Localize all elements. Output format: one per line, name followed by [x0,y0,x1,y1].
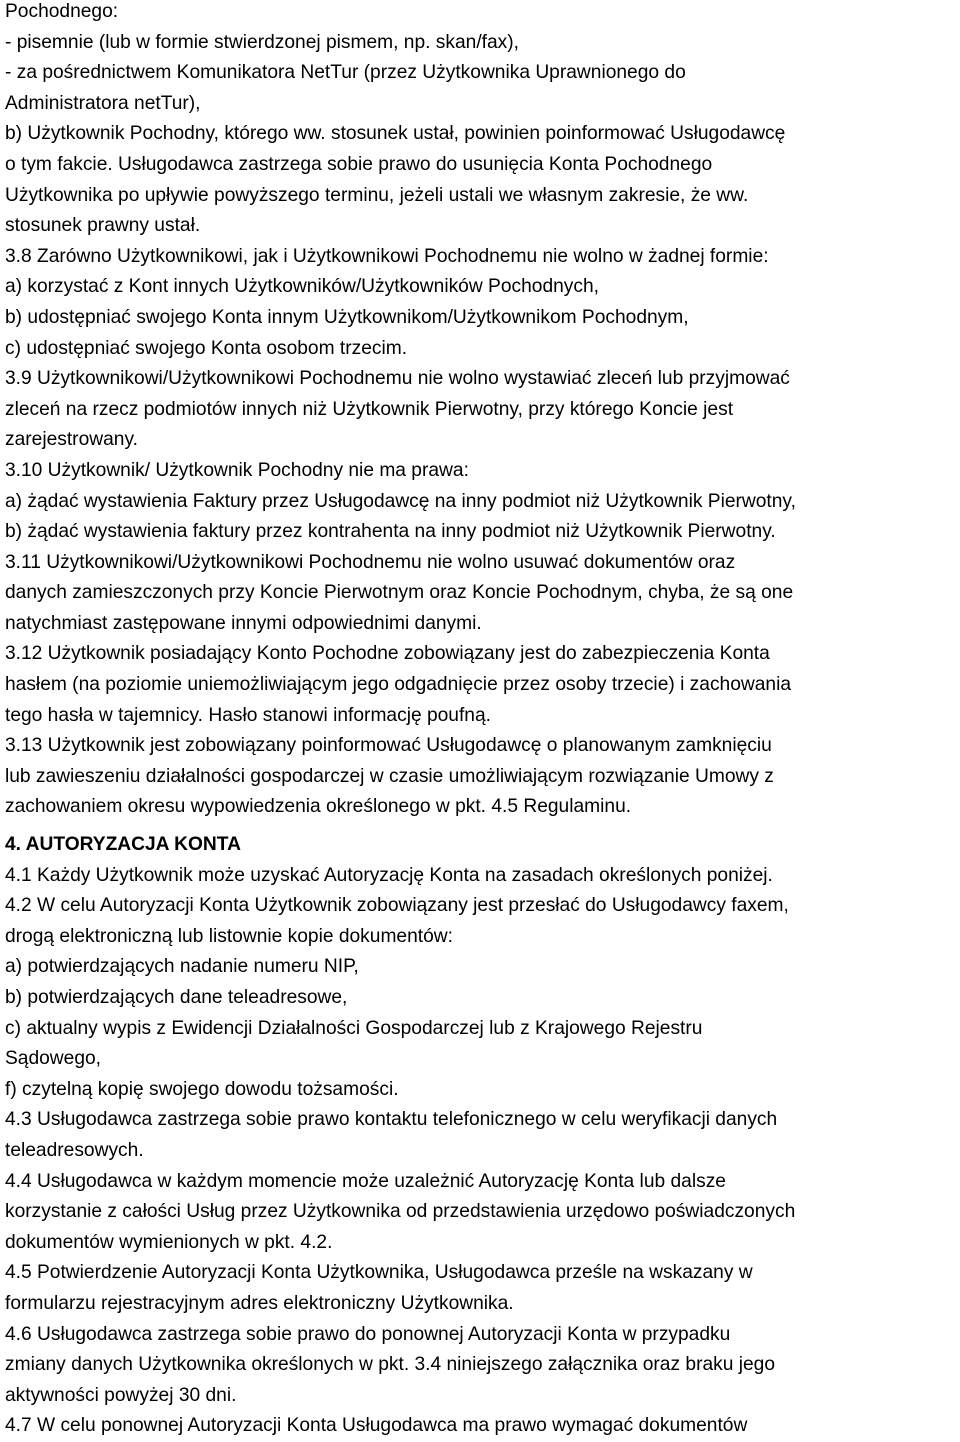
text-line: 4.7 W celu ponownej Autoryzacji Konta Usługodawca ma prawo wymagać dokumentów [5,1415,748,1437]
text-line: 4.5 Potwierdzenie Autoryzacji Konta Użytkownika, Usługodawca prześle na wskazany w [5,1262,753,1284]
text-line: lub zawieszeniu działalności gospodarczej w czasie umożliwiającym rozwiązanie Umowy z [5,765,774,787]
section-heading: 4. AUTORYZACJA KONTA [5,834,241,856]
text-line: korzystanie z całości Usług przez Użytkownika od przedstawienia urzędowo poświadczonych [5,1201,796,1223]
text-line: a) żądać wystawienia Faktury przez Usługodawcę na inny podmiot niż Użytkownik Pierwotny, [5,490,796,512]
section-3-continued [5,0,960,823]
text-line: teleadresowych. [5,1139,144,1161]
text-line: drogą elektroniczną lub listownie kopie dokumentów: [5,925,453,947]
section-spacer [5,823,960,830]
text-line: zarejestrowany. [5,429,138,451]
text-line: - pisemnie (lub w formie stwierdzonej pismem, np. skan/fax), [5,31,519,53]
text-line: c) udostępniać swojego Konta osobom trzecim. [5,337,408,359]
document-page [5,0,960,1442]
text-line: danych zamieszczonych przy Koncie Pierwotnym oraz Koncie Pochodnym, chyba, że są one [5,582,794,604]
text-line: 4.6 Usługodawca zastrzega sobie prawo do ponownej Autoryzacji Konta w przypadku [5,1323,731,1345]
text-line: Administratora netTur), [5,92,201,114]
text-line: o tym fakcie. Usługodawca zastrzega sobie prawo do usunięcia Konta Pochodnego [5,153,713,175]
section-4-body [5,861,960,1442]
text-line: 4.3 Usługodawca zastrzega sobie prawo kontaktu telefonicznego w celu weryfikacji danych [5,1109,778,1131]
text-line: stosunek prawny ustał. [5,215,201,237]
text-line: - za pośrednictwem Komunikatora NetTur (przez Użytkownika Uprawnionego do [5,62,686,84]
text-line: b) Użytkownik Pochodny, którego ww. stosunek ustał, powinien poinformować Usługodawcę [5,123,786,145]
text-line: 3.8 Zarówno Użytkownikowi, jak i Użytkownikowi Pochodnemu nie wolno w żadnej formie: [5,245,769,267]
text-line: a) potwierdzających nadanie numeru NIP, [5,956,359,978]
text-line: tego hasła w tajemnicy. Hasło stanowi informację poufną. [5,704,491,726]
text-line: Użytkownika po upływie powyższego terminu, jeżeli ustali we własnym zakresie, że ww. [5,184,749,206]
text-line: c) aktualny wypis z Ewidencji Działalności Gospodarczej lub z Krajowego Rejestru [5,1017,703,1039]
text-line: b) udostępniać swojego Konta innym Użytkownikom/Użytkownikom Pochodnym, [5,306,689,328]
text-line: f) czytelną kopię swojego dowodu tożsamości. [5,1078,399,1100]
text-line: 3.12 Użytkownik posiadający Konto Pochodne zobowiązany jest do zabezpieczenia Konta [5,643,770,665]
text-line: zmiany danych Użytkownika określonych w pkt. 3.4 niniejszego załącznika oraz braku jego [5,1354,776,1376]
text-line: 3.13 Użytkownik jest zobowiązany poinformować Usługodawcę o planowanym zamknięciu [5,735,772,757]
text-line: 3.11 Użytkownikowi/Użytkownikowi Pochodnemu nie wolno usuwać dokumentów oraz [5,551,736,573]
text-line: zleceń na rzecz podmiotów innych niż Użytkownik Pierwotny, przy którego Koncie jest [5,398,734,420]
text-line: 4.4 Usługodawca w każdym momencie może uzależnić Autoryzację Konta lub dalsze [5,1170,726,1192]
text-line: 4.1 Każdy Użytkownik może uzyskać Autoryzację Konta na zasadach określonych poniżej. [5,864,773,886]
text-line: zachowaniem okresu wypowiedzenia określonego w pkt. 4.5 Regulaminu. [5,796,632,818]
text-line: hasłem (na poziomie uniemożliwiającym jego odgadnięcie przez osoby trzecie) i zachowania [5,674,792,696]
text-line: dokumentów wymienionych w pkt. 4.2. [5,1231,333,1253]
text-line: natychmiast zastępowane innymi odpowiednimi danymi. [5,612,482,634]
text-line: formularzu rejestracyjnym adres elektroniczny Użytkownika. [5,1292,514,1314]
text-line: aktywności powyżej 30 dni. [5,1384,237,1406]
text-line: 3.9 Użytkownikowi/Użytkownikowi Pochodnemu nie wolno wystawiać zleceń lub przyjmować [5,368,790,390]
text-line: Sądowego, [5,1048,102,1070]
text-line: b) żądać wystawienia faktury przez kontrahenta na inny podmiot niż Użytkownik Pierwotny. [5,521,776,543]
text-line: b) potwierdzających dane teleadresowe, [5,987,348,1008]
text-line: Pochodnego: [5,1,119,22]
text-line: 4.2 W celu Autoryzacji Konta Użytkownik zobowiązany jest przesłać do Usługodawcy faxem, [5,895,789,917]
text-line: a) korzystać z Kont innych Użytkowników/Użytkowników Pochodnych, [5,276,599,298]
text-line: 3.10 Użytkownik/ Użytkownik Pochodny nie ma prawa: [5,459,469,481]
